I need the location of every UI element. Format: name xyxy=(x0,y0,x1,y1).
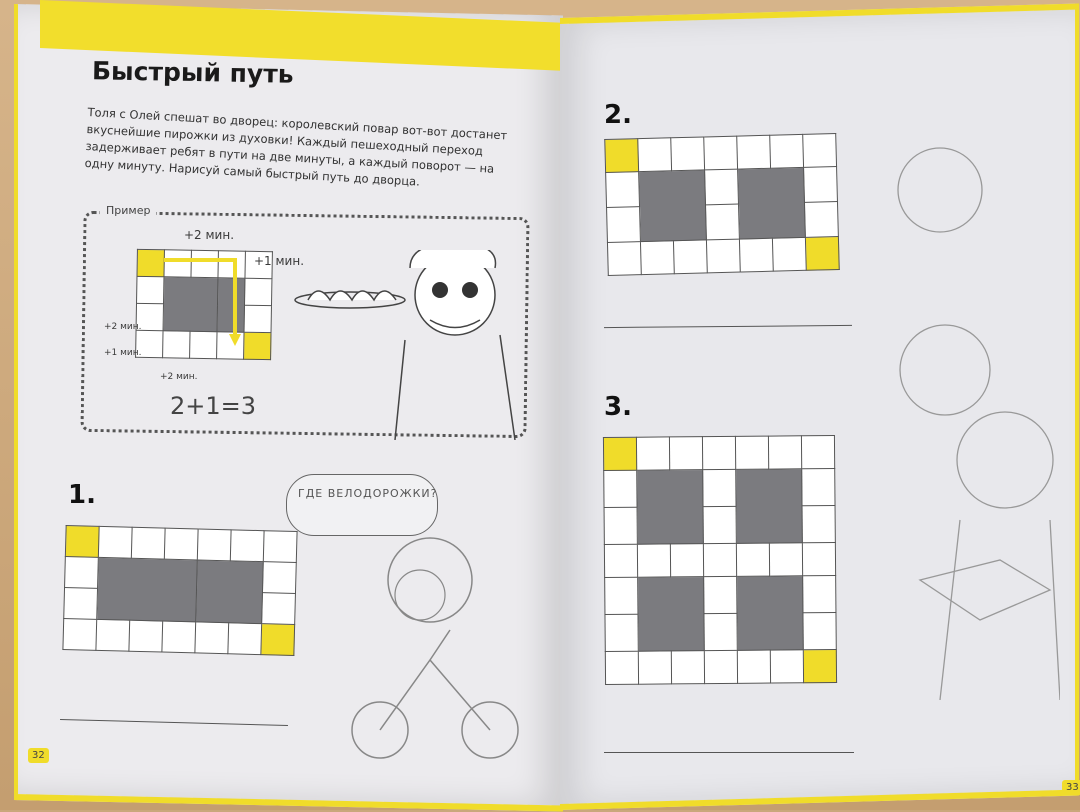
left-page-number: 32 xyxy=(28,748,49,763)
example-label: Пример xyxy=(100,204,156,217)
speech-bubble-text: ГДЕ ВЕЛОДОРОЖКИ? xyxy=(298,487,438,500)
annotation-left-1: +2 мин. xyxy=(104,322,142,332)
example-route-arrow xyxy=(140,230,280,360)
right-page-number: 33 xyxy=(1062,780,1080,795)
annotation-bottom: +2 мин. xyxy=(160,372,198,382)
exercise-2-grid xyxy=(604,133,840,276)
exercise-3-answer-line[interactable] xyxy=(604,752,854,753)
exercise-3-number: 3. xyxy=(604,392,632,422)
princess-and-prince-illustration xyxy=(880,140,1060,700)
annotation-right: +1 мин. xyxy=(254,254,305,268)
exercise-3-grid xyxy=(603,435,837,685)
annotation-left-2: +1 мин. xyxy=(104,348,142,358)
exercise-2-number: 2. xyxy=(604,100,632,130)
page-title: Быстрый путь xyxy=(91,56,294,89)
annotation-top: +2 мин. xyxy=(184,228,235,242)
exercise-1-number: 1. xyxy=(68,480,96,510)
intro-text: Толя с Олей спешат во дворец: королевский повар вот-вот достанет вкуснейшие пирожки из духовки! Каждый пешеходный переход задерживает ребят в пути на две минуты, а каждый поворот — на одну минуту. Нарисуй самый быстрый путь до дворца. xyxy=(84,104,508,189)
chef-illustration xyxy=(290,250,520,440)
cyclist-illustration xyxy=(340,520,540,770)
exercise-1-grid xyxy=(62,525,297,656)
example-equation: 2+1=3 xyxy=(170,392,257,420)
